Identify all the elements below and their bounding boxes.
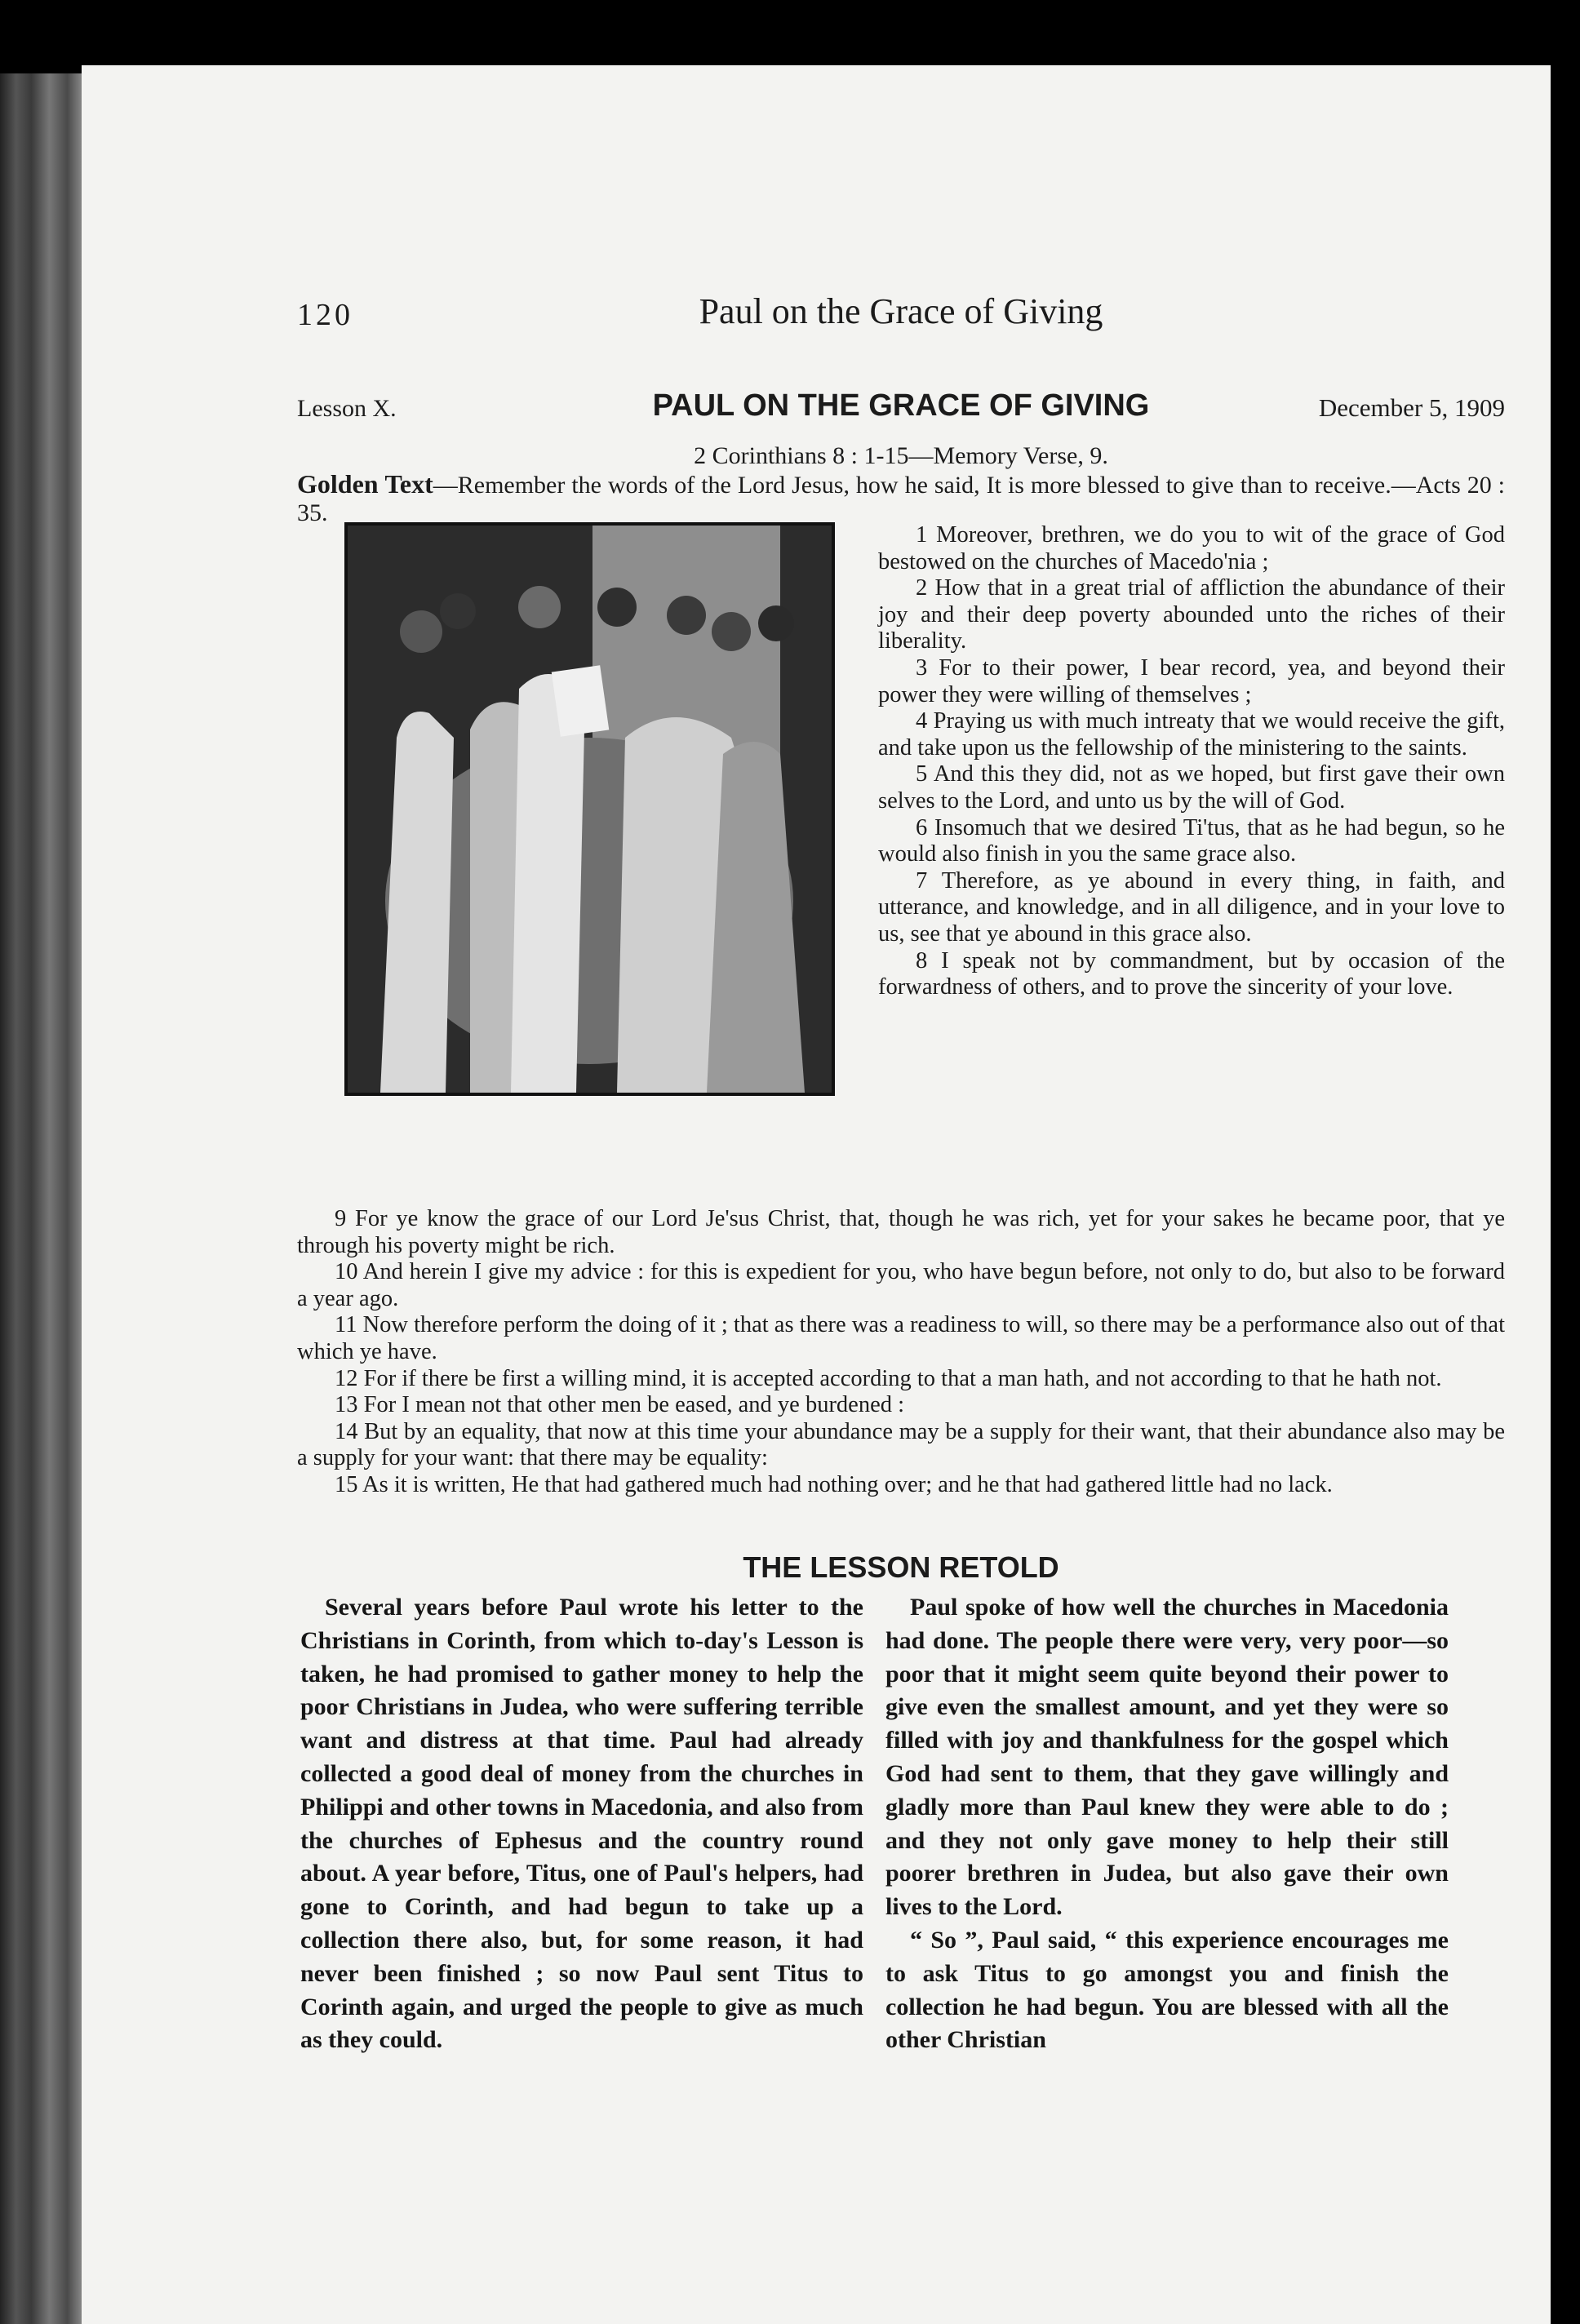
retold-right-column [885,1591,1449,2057]
verse-11: 11 Now therefore perform the doing of it ; that as there was a readiness to will, so there may be a performance also out of that which ye have. [297,1312,1505,1364]
lesson-header [297,384,1505,432]
verse-5: 5 And this they did, not as we hoped, but first gave their own selves to the Lord, and unto us by the will of God. [878,761,1505,814]
verse-12: 12 For if there be first a willing mind, it is accepted according to that a man hath, and not according to that he hath not. [335,1365,1442,1391]
verse-4: 4 Praying us with much intreaty that we would receive the gift, and take upon us the fellowship of the ministering to the saints. [878,708,1505,761]
lesson-title: PAUL ON THE GRACE OF GIVING [652,388,1150,423]
verse-13: 13 For I mean not that other men be eased, and ye burdened : [335,1392,905,1418]
verse-7: 7 Therefore, as ye abound in every thing, in faith, and utterance, and knowledge, and in all diligence, and in your love to us, see that ye abound in this grace also. [878,867,1505,947]
retold-paragraph-2: Paul spoke of how well the churches in Macedonia had done. The people there were very, very poor—so poor that it might seem quite beyond their power to give even the smallest amount, and yet they were so filled with joy and thankfulness for the gospel which God had sent to them, that they gave willingly and gladly more than Paul knew they were able to do ; and they not only gave money to help their still poorer brethren in Judea, but also gave their own lives to the Lord. [885,1594,1449,1921]
book-spine-edge [0,73,90,2324]
retold-left-column [300,1591,863,2057]
book-page [82,65,1551,2324]
verse-full-width [297,1206,1505,1499]
lesson-retold-heading: THE LESSON RETOLD [743,1550,1059,1584]
retold-paragraph-3: “ So ”, Paul said, “ this experience encourages me to ask Titus to go amongst you and finish the collection he had begun. You are blessed with all the other Christian [885,1926,1449,2054]
verse-1: 1 Moreover, brethren, we do you to wit of the grace of God bestowed on the churches of Macedo'nia ; [878,522,1505,574]
verse-3: 3 For to their power, I bear record, yea, and beyond their power they were willing of themselves ; [878,654,1505,707]
lesson-number: Lesson X. [297,395,397,422]
running-title: Paul on the Grace of Giving [699,291,1103,331]
verse-15: 15 As it is written, He that had gathered much had nothing over; and he that had gathered little had no lack. [335,1471,1333,1497]
running-head [297,261,1505,359]
lesson-date: December 5, 1909 [1318,393,1505,422]
verse-10: 10 And herein I give my advice : for this is expedient for you, who have begun before, not only to do, but also to be forward a year ago. [297,1259,1505,1311]
page-number: 120 [297,298,353,332]
verse-14: 14 But by an equality, that now at this time your abundance may be a supply for their want, that their abundance also may be a supply for your want: that there may be equality: [297,1418,1505,1471]
golden-text-label: Golden Text [297,469,433,499]
retold-paragraph-1: Several years before Paul wrote his letter to the Christians in Corinth, from which to-day's Lesson is taken, he had promised to gather money to help the poor Christians in Judea, who were suffering terrible want and distress at that time. Paul had already collected a good deal of money from the churches in Philippi and other towns in Macedonia, and also from the churches of Ephesus and the country round about. A year before, Titus, one of Paul's helpers, had gone to Corinth, and had begun to take up a collection there also, but, for some reason, it had never been finished ; so now Paul sent Titus to Corinth again, and urged the people to give as much as they could. [300,1594,863,2054]
verse-6: 6 Insomuch that we desired Ti'tus, that as he had begun, so he would also finish in you the same grace also. [878,814,1505,867]
verse-9: 9 For ye know the grace of our Lord Je'sus Christ, that, though he was rich, yet for your sakes he became poor, that ye through his poverty might be rich. [297,1206,1505,1258]
illustration-apostles [344,522,835,1096]
verse-column [878,522,1505,1001]
scripture-passage: 2 Corinthians 8 : 1-15—Memory Verse, 9. [694,442,1108,469]
verse-8: 8 I speak not by commandment, but by occasion of the forwardness of others, and to prove the sincerity of your love. [878,947,1505,1000]
golden-text [297,470,1505,527]
golden-text-body: —Remember the words of the Lord Jesus, how he said, It is more blessed to give than to receive.—Acts 20 : 35. [297,472,1506,526]
verse-2: 2 How that in a great trial of affliction the abundance of their joy and their deep poverty abounded unto the riches of their liberality. [878,575,1505,654]
